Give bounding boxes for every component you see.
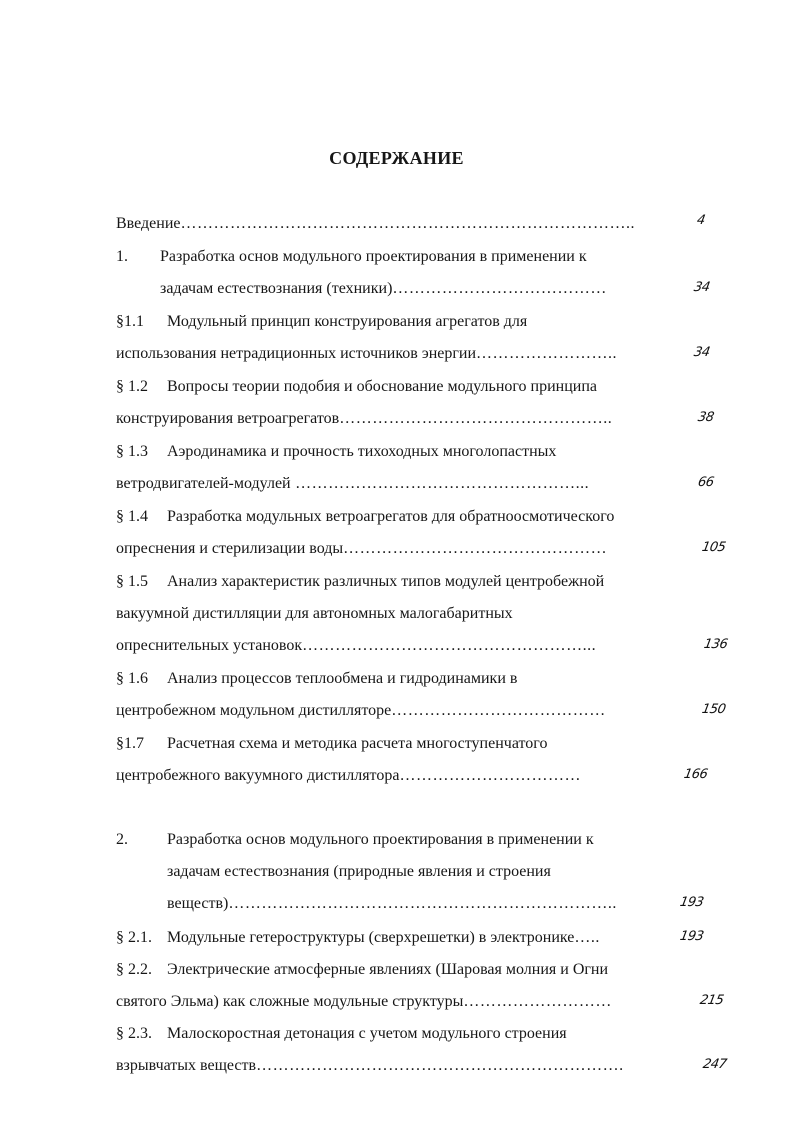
toc-entry-s14 <box>116 506 728 528</box>
page-number-s22: 215 <box>698 993 725 1008</box>
leader-dots: ….. <box>574 929 600 946</box>
leader-dots: …………………………………………………………. <box>256 1057 624 1074</box>
entry-number: § 2.2. <box>116 961 152 978</box>
page-number-s16: 150 <box>700 702 727 717</box>
toc-entry-intro <box>116 213 728 235</box>
entry-text: Анализ процессов теплообмена и гидродинамики в <box>167 670 518 687</box>
leader-dots: ………………………………… <box>391 702 606 719</box>
leader-dots: ……………………………………………... <box>290 475 590 492</box>
leader-dots: …………………………… <box>399 767 581 784</box>
leader-dots: ………………………………………… <box>343 540 608 557</box>
toc-entry-ch1-cont <box>160 278 728 300</box>
page-number-s13: 66 <box>696 475 715 490</box>
entry-text: святого Эльма) как сложные модульные структуры <box>116 993 464 1010</box>
entry-text: задачам естествознания (природные явления и строения <box>167 863 551 880</box>
page-number-intro: 4 <box>695 213 707 228</box>
toc-entry-ch1 <box>116 246 728 268</box>
toc-entry-ch2-cont <box>167 861 728 883</box>
entry-text: вакуумной дистилляции для автономных малогабаритных <box>116 605 513 622</box>
leader-dots: ……………………………………………... <box>302 637 597 654</box>
entry-text: конструирования ветроагрегатов <box>116 410 340 427</box>
entry-text: Электрические атмосферные явлениях (Шаровая молния и Огни <box>167 961 609 978</box>
toc-entry-s17-cont <box>116 765 728 787</box>
entry-text: задачам естествознания (техники) <box>160 280 393 297</box>
entry-text: Анализ характеристик различных типов модулей центробежной <box>167 573 605 590</box>
leader-dots: ……………………………………………………………………….. <box>180 215 635 232</box>
entry-text: использования нетрадиционных источников энергии <box>116 345 477 362</box>
toc-entry-s23 <box>116 1023 728 1045</box>
toc-entry-s22-cont <box>116 991 728 1013</box>
page-number-s14: 105 <box>700 540 727 555</box>
entry-text: Малоскоростная детонация с учетом модульного строения <box>167 1025 567 1042</box>
entry-number: § 2.1. <box>116 929 152 946</box>
toc-entry-s21 <box>116 927 728 949</box>
page-number-ch2: 193 <box>678 895 705 910</box>
entry-text: Вопросы теории подобия и обоснование модульного принципа <box>167 378 598 395</box>
entry-number: §1.7 <box>116 735 144 752</box>
entry-text: Модульный принцип конструирования агрегатов для <box>167 313 528 330</box>
page-number-s23: 247 <box>701 1057 728 1072</box>
entry-text: Разработка основ модульного проектирования в применении к <box>160 248 587 265</box>
entry-text: Аэродинамика и прочность тихоходных многолопастных <box>167 443 557 460</box>
page-number-ch1: 34 <box>692 280 711 295</box>
toc-entry-ch2 <box>116 829 728 851</box>
entry-text: веществ) <box>167 895 229 912</box>
entry-text: опреснения и стерилизации воды <box>116 540 344 557</box>
leader-dots: …………………………………………………………….. <box>228 895 617 912</box>
toc-entry-s11 <box>116 311 728 333</box>
leader-dots: ………………………………… <box>392 280 607 297</box>
toc-entry-s13-cont <box>116 473 728 495</box>
leader-dots: …………………….. <box>476 345 618 362</box>
toc-entry-s16-cont <box>116 700 728 722</box>
toc-entry-s13 <box>116 441 728 463</box>
page-number-s15: 136 <box>702 637 729 652</box>
toc-entry-s15-cont <box>116 603 728 625</box>
entry-number: § 1.5 <box>116 573 148 590</box>
page-title: СОДЕРЖАНИЕ <box>329 148 464 168</box>
entry-number: § 2.3. <box>116 1025 152 1042</box>
page-number-s11: 34 <box>692 345 711 360</box>
toc-entry-s16 <box>116 668 728 690</box>
entry-text: Введение <box>116 215 181 232</box>
entry-text: Разработка модульных ветроагрегатов для обратноосмотического <box>167 508 615 525</box>
toc-entry-s11-cont <box>116 343 728 365</box>
entry-number: §1.1 <box>116 313 144 330</box>
entry-text: центробежном модульном дистилляторе <box>116 702 392 719</box>
page-number-s12: 38 <box>696 410 715 425</box>
page-number-s21: 193 <box>678 929 705 944</box>
toc-entry-ch2-cont2 <box>167 893 728 915</box>
entry-text: Модульные гетероструктуры (сверхрешетки) в электронике <box>167 929 575 946</box>
entry-text: Расчетная схема и методика расчета многоступенчатого <box>167 735 548 752</box>
leader-dots: ………………………………………….. <box>339 410 613 427</box>
toc-entry-s22 <box>116 959 728 981</box>
toc-entry-s12-cont <box>116 408 728 430</box>
entry-number: § 1.3 <box>116 443 148 460</box>
toc-entry-s14-cont <box>116 538 728 560</box>
entry-number: § 1.2 <box>116 378 148 395</box>
toc-entry-s15 <box>116 571 728 593</box>
entry-text: опреснительных установок <box>116 637 303 654</box>
entry-text: Разработка основ модульного проектирования в применении к <box>167 831 594 848</box>
toc-entry-s23-cont <box>116 1055 728 1077</box>
entry-number: § 1.6 <box>116 670 148 687</box>
entry-text: ветродвигателей-модулей <box>116 475 291 492</box>
leader-dots: ……………………… <box>463 993 612 1010</box>
entry-number: 2. <box>116 831 128 848</box>
toc-entry-s15-cont2 <box>116 635 728 657</box>
entry-number: 1. <box>116 248 128 265</box>
toc-entry-s17 <box>116 733 728 755</box>
entry-text: взрывчатых веществ <box>116 1057 257 1074</box>
page-number-s17: 166 <box>682 767 709 782</box>
entry-number: § 1.4 <box>116 508 148 525</box>
toc-entry-s12 <box>116 376 728 398</box>
entry-text: центробежного вакуумного дистиллятора <box>116 767 400 784</box>
